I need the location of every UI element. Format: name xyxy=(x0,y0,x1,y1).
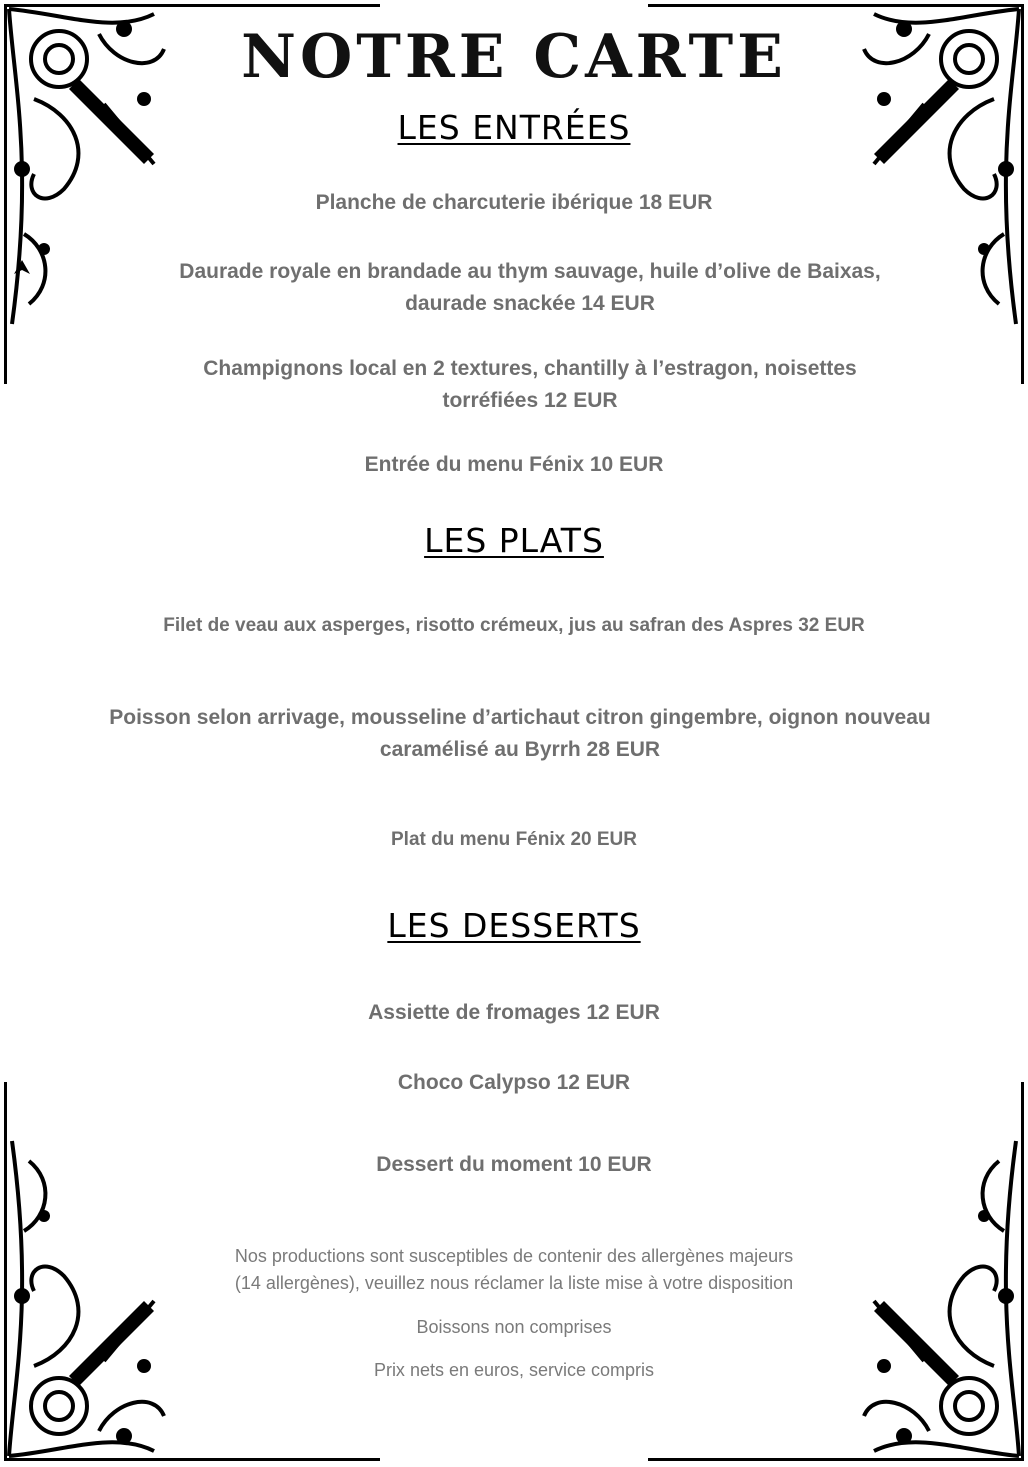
plat-item-2: Poisson selon arrivage, mousseline d’artichaut citron gingembre, oignon nouveau caramélisé au Byrrh 28 EUR xyxy=(109,706,931,761)
dessert-item-3: Dessert du moment 10 EUR xyxy=(376,1153,652,1176)
drinks-note: Boissons non comprises xyxy=(416,1317,612,1337)
entree-item-3: Champignons local en 2 textures, chantilly à l’estragon, noisettes torréfiées 12 EUR xyxy=(203,357,857,412)
entree-item-2: Daurade royale en brandade au thym sauvage, huile d’olive de Baixas, daurade snackée 14 EUR xyxy=(179,260,881,315)
section-title-desserts: LES DESSERTS xyxy=(387,906,641,945)
plat-item-3: Plat du menu Fénix 20 EUR xyxy=(391,829,637,850)
entree-item-4: Entrée du menu Fénix 10 EUR xyxy=(364,453,664,476)
dessert-item-2: Choco Calypso 12 EUR xyxy=(397,1071,631,1094)
section-title-entrees: LES ENTRÉES xyxy=(397,108,631,147)
allergens-note-line-2: (14 allergènes), veuillez nous réclamer la liste mise à votre disposition xyxy=(234,1273,794,1293)
plat-item-1: Filet de veau aux asperges, risotto crémeux, jus au safran des Aspres 32 EUR xyxy=(163,615,865,636)
dessert-item-1: Assiette de fromages 12 EUR xyxy=(368,1001,660,1024)
page-title: NOTRE CARTE xyxy=(241,22,787,92)
allergens-note-line-1: Nos productions sont susceptibles de contenir des allergènes majeurs xyxy=(234,1246,794,1266)
section-title-plats: LES PLATS xyxy=(424,521,604,560)
entree-item-1: Planche de charcuterie ibérique 18 EUR xyxy=(315,191,713,214)
prices-note: Prix nets en euros, service compris xyxy=(373,1360,655,1380)
